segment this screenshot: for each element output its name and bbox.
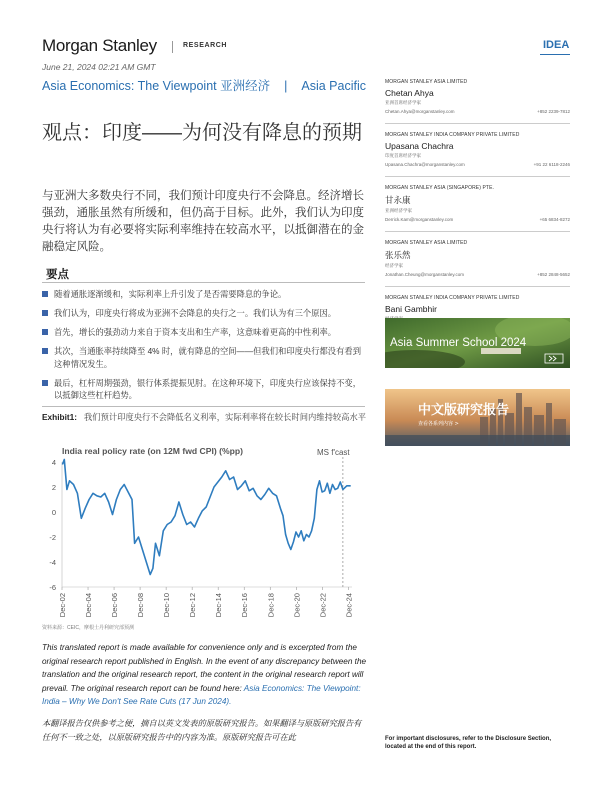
bullet-square-icon xyxy=(42,329,48,335)
y-tick-label: 2 xyxy=(51,483,56,492)
x-tick-label: Dec-20 xyxy=(292,593,302,618)
analyst-role: 亚洲首席经济学家 xyxy=(385,100,421,105)
translation-disclaimer-cn: 本翻译报告仅供参考之便，摘自以英文发表的原版研究报告。如果翻译与原版研究报告有任何不一致之处，以原版研究报告中的内容为准。原版研究报告可在此 xyxy=(42,719,362,742)
analyst-firm: MORGAN STANLEY INDIA COMPANY PRIVATE LIMITED xyxy=(385,132,520,138)
analyst-name: 甘永康 xyxy=(385,195,411,205)
policy-rate-line xyxy=(62,460,350,575)
summary-paragraph: 与亚洲大多数央行不同，我们预计印度央行不会降息。经济增长强劲，通胀虽然有所缓和，但仍高于目标。此外，我们认为印度央行将认为有必要将实际利率维持在较高水平，以抵御潜在的金融稳定风险。 xyxy=(42,190,364,253)
exhibit-label: Exhibit1: xyxy=(42,412,78,422)
idea-tag: IDEA xyxy=(543,39,570,51)
analyst-email[interactable]: Upasana.Chachra@morganstanley.com xyxy=(385,162,465,167)
analyst-email[interactable]: Chetan.Ahya@morganstanley.com xyxy=(385,109,455,114)
bullet-square-icon xyxy=(42,310,48,316)
x-tick-label: Dec-08 xyxy=(136,593,146,618)
page-title: 观点：印度——为何没有降息的预期 xyxy=(42,122,362,144)
analyst-email[interactable]: Jonathan.Cheung@morganstanley.com xyxy=(385,272,465,277)
chinese-reports-cta: 查看各系列内容 > xyxy=(418,421,459,427)
disclaimer-en-text: This translated report is made available for convenience only and is excerpted from the original research report published in English. In the event of any discrepancy between the translation and the original research report, the content in the original research report will prevail. The original research report can be found here: xyxy=(42,643,367,693)
exhibit-caption-text: 我们预计印度央行不会降低名义利率，实际利率将在较长时间内维持较高水平 xyxy=(83,412,367,422)
series-region[interactable]: Asia Pacific xyxy=(301,79,366,93)
analyst-name: 张乐然 xyxy=(385,250,411,260)
translation-disclaimer-en xyxy=(42,641,367,709)
analyst-divider xyxy=(385,286,570,287)
key-point-text: 我们认为，印度央行将成为亚洲不会降息的央行之一。我们认为有三个原因。 xyxy=(54,308,337,318)
x-tick-label: Dec-02 xyxy=(58,593,67,618)
series-separator: | xyxy=(284,79,288,93)
bullet-square-icon xyxy=(42,291,48,297)
analyst-card xyxy=(385,79,570,114)
exhibit-caption xyxy=(42,411,367,424)
series-heading[interactable] xyxy=(42,79,367,93)
disclosure-note: For important disclosures, refer to the Disclosure Section, located at the end of this report. xyxy=(385,736,552,750)
key-point-text: 随着通胀逐渐缓和，实际利率上升引发了是否需要降息的争论。 xyxy=(54,289,287,299)
analyst-role: 亚洲经济学家 xyxy=(385,208,412,213)
analyst-phone: +65 6834-8272 xyxy=(539,217,570,222)
key-point-item xyxy=(42,288,367,301)
x-tick-label: Dec-16 xyxy=(240,593,250,618)
series-name[interactable]: Asia Economics: The Viewpoint 亚洲经济 xyxy=(42,79,271,93)
analyst-phone: +852 2848-5652 xyxy=(537,272,570,277)
x-tick-label: Dec-12 xyxy=(188,593,198,618)
y-tick-label: -4 xyxy=(49,558,56,567)
original-report-link[interactable]: Asia Economics: The Viewpoint: India – Why We Don't See Rate Cuts (17 Jun 2024). xyxy=(42,683,361,706)
analyst-firm: MORGAN STANLEY ASIA LIMITED xyxy=(385,240,468,246)
analyst-firm: MORGAN STANLEY ASIA (SINGAPORE) PTE. xyxy=(385,185,494,191)
forecast-annotation: MS f'cast xyxy=(317,448,350,457)
y-tick-label: 4 xyxy=(51,458,56,467)
analyst-divider xyxy=(385,176,570,177)
summer-school-banner[interactable] xyxy=(385,318,570,368)
key-points-divider xyxy=(42,282,365,283)
analyst-card xyxy=(385,185,570,222)
real-policy-rate-chart xyxy=(42,440,362,625)
analyst-name: Chetan Ahya xyxy=(385,88,434,98)
plot-area xyxy=(62,457,350,587)
division-label: RESEARCH xyxy=(183,42,228,49)
chart-title: India real policy rate (on 12M fwd CPI) (%pp) xyxy=(62,446,243,456)
key-point-item xyxy=(42,377,367,402)
analyst-role: 印度首席经济学家 xyxy=(385,153,421,158)
key-point-text: 首先，增长的强劲动力来自于资本支出和生产率，这意味着更高的中性利率。 xyxy=(54,327,337,337)
chinese-reports-banner[interactable] xyxy=(385,389,570,446)
key-point-text: 最后，杠杆周期强劲，银行体系提振见肘。在这种环境下，印度央行应该保持不变，以抵御这些杠杆趋势。 xyxy=(54,377,361,400)
y-tick-label: 0 xyxy=(51,508,56,517)
logo-divider xyxy=(172,41,173,53)
brand-logo: Morgan Stanley xyxy=(42,36,157,55)
analyst-role: 经济学家 xyxy=(385,263,403,268)
chinese-reports-title: 中文版研究报告 xyxy=(418,403,510,418)
idea-underline xyxy=(540,54,570,55)
analyst-firm: MORGAN STANLEY ASIA LIMITED xyxy=(385,79,468,85)
key-points-list xyxy=(42,288,367,408)
analyst-divider xyxy=(385,123,570,124)
analyst-email[interactable]: Derrick.Kam@morganstanley.com xyxy=(385,217,454,222)
analyst-list xyxy=(385,79,570,330)
x-tick-label: Dec-10 xyxy=(162,593,172,618)
x-tick-label: Dec-22 xyxy=(318,593,328,618)
x-tick-label: Dec-14 xyxy=(214,593,224,618)
key-point-item xyxy=(42,307,367,320)
x-tick-label: Dec-04 xyxy=(84,593,94,618)
x-tick-label: Dec-18 xyxy=(266,593,276,618)
analyst-name: Bani Gambhir xyxy=(385,304,437,314)
y-tick-label: -6 xyxy=(49,583,56,592)
x-tick-label: Dec-24 xyxy=(344,593,354,618)
analyst-name: Upasana Chachra xyxy=(385,141,454,151)
exhibit-divider xyxy=(42,406,365,407)
summer-school-title: Asia Summer School 2024 xyxy=(390,337,527,349)
analyst-phone: +852 2239-7812 xyxy=(537,109,570,114)
key-point-item xyxy=(42,326,367,339)
key-point-item xyxy=(42,345,367,370)
analyst-divider xyxy=(385,231,570,232)
key-points-heading: 要点 xyxy=(46,269,69,281)
y-axis xyxy=(49,458,62,592)
bullet-square-icon xyxy=(42,348,48,354)
bullet-square-icon xyxy=(42,380,48,386)
analyst-phone: +91 22 6118-2246 xyxy=(533,162,570,167)
y-tick-label: -2 xyxy=(49,533,56,542)
x-tick-label: Dec-06 xyxy=(110,593,120,618)
key-point-text: 其次，当通胀率持续降至 4% 时，就有降息的空间——但我们和印度央行都没有看到这种情况发生。 xyxy=(54,346,361,369)
analyst-card xyxy=(385,240,570,277)
river-shape xyxy=(385,435,570,446)
x-axis xyxy=(58,587,353,617)
exhibit-source: 资料来源：CEIC，摩根士丹利研究部预测 xyxy=(42,625,134,631)
analyst-firm: MORGAN STANLEY INDIA COMPANY PRIVATE LIMITED xyxy=(385,295,520,301)
analyst-card xyxy=(385,132,570,167)
publish-date: June 21, 2024 02:21 AM GMT xyxy=(42,62,156,72)
